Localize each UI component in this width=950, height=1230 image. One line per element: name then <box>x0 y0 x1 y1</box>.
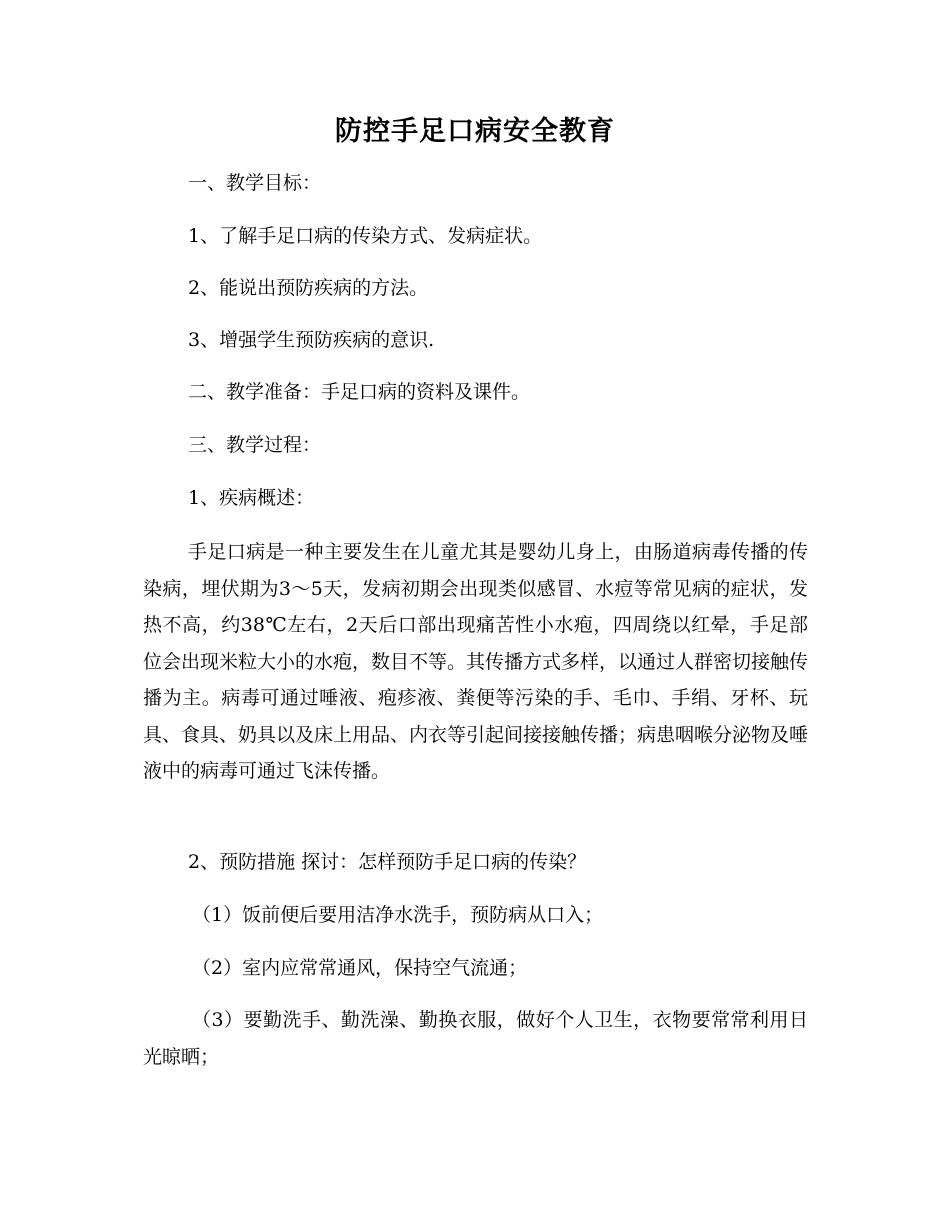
preparation-line: 二、教学准备：手足口病的资料及课件。 <box>188 381 531 403</box>
goal-item-3: 3、增强学生预防疾病的意识. <box>188 329 435 351</box>
measure-item-3: （3）要勤洗手、勤洗澡、勤换衣服，做好个人卫生，衣物要常常利用日光晾晒； <box>143 1009 808 1068</box>
overview-heading: 1、疾病概述： <box>188 487 315 509</box>
goals-heading: 一、教学目标： <box>188 172 322 194</box>
goal-item-1: 1、了解手足口病的传染方式、发病症状。 <box>188 225 543 247</box>
prevention-heading: 2、预防措施 探讨：怎样预防手足口病的传染？ <box>188 851 587 873</box>
measure-item-1: （1）饭前便后要用洁净水洗手，预防病从口入； <box>192 904 604 926</box>
goal-item-2: 2、能说出预防疾病的方法。 <box>188 277 429 299</box>
process-heading: 三、教学过程： <box>188 434 322 456</box>
measure-item-2: （2）室内应常常通风，保持空气流通； <box>192 957 528 979</box>
document-title: 防控手足口病安全教育 <box>335 116 615 147</box>
overview-paragraph: 手足口病是一种主要发生在儿童尤其是婴幼儿身上，由肠道病毒传播的传染病，埋伏期为3～5天，发病初期会出现类似感冒、水痘等常见病的症状，发热不高，约38℃左右，2天后口部出现痛苦性小水疱，四周绕以红晕，手足部位会出现米粒大小的水疱，数目不等。其传播方式多样，以通过人群密切接触传播为主。病毒可通过唾液、疱疹液、粪便等污染的手、毛巾、手绢、牙杯、玩具、食具、奶具以及床上用品、内衣等引起间接接触传播；病患咽喉分泌物及唾液中的病毒可通过飞沫传播。 <box>143 541 809 782</box>
